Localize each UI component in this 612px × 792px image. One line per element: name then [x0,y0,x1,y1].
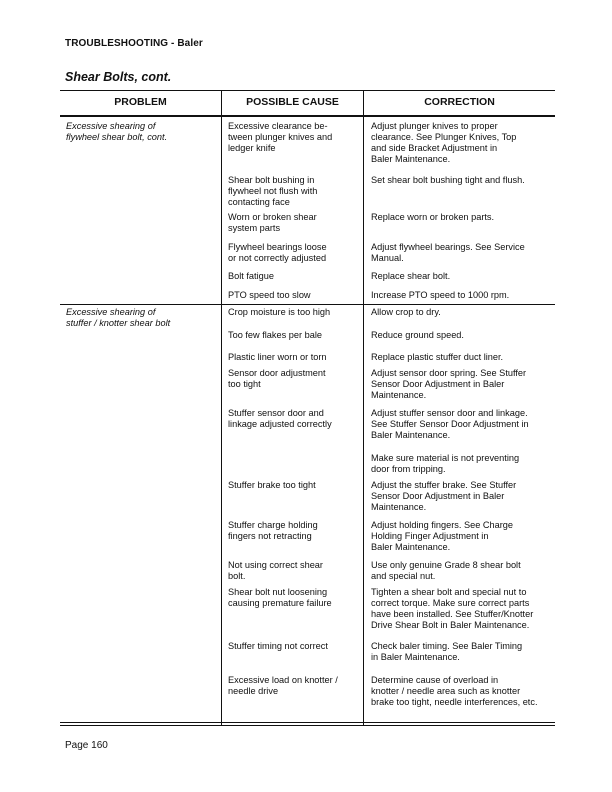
correction-cell-line: Determine cause of overload in [371,675,499,685]
correction-cell [371,330,464,341]
problem-cell [66,307,170,329]
correction-cell [371,352,503,363]
cause-cell-line: Worn or broken shear [228,212,317,222]
column-header-cause: POSSIBLE CAUSE [246,96,339,108]
cause-cell-line: linkage adjusted correctly [228,419,332,429]
correction-cell-line: Maintenance. [371,502,427,512]
correction-cell-line: See Stuffer Sensor Door Adjustment in [371,419,529,429]
correction-cell-line: clearance. See Plunger Knives, Top [371,132,517,142]
correction-cell-line: Adjust holding fingers. See Charge [371,520,513,530]
correction-cell-line: Adjust plunger knives to proper [371,121,498,131]
cause-cell-line: causing premature failure [228,598,332,608]
correction-cell-line: Tighten a shear bolt and special nut to [371,587,527,597]
cause-cell-line: needle drive [228,686,279,696]
correction-cell-line: Replace plastic stuffer duct liner. [371,352,504,362]
correction-cell-line: correct torque. Make sure correct parts [371,598,530,608]
cause-cell [228,212,317,234]
correction-cell-line: Increase PTO speed to 1000 rpm. [371,290,510,300]
correction-cell-line: Adjust sensor door spring. See Stuffer [371,368,527,378]
cause-cell-line: tween plunger knives and [228,132,333,142]
problem-cell-line: flywheel shear bolt, cont. [66,132,168,142]
cause-cell-line: bolt. [228,571,246,581]
cause-cell-line: Flywheel bearings loose [228,242,327,252]
table-top-rule [60,90,555,91]
correction-cell-line: Adjust stuffer sensor door and linkage. [371,408,528,418]
correction-cell [371,368,526,401]
cause-cell-line: flywheel not flush with [228,186,318,196]
cause-cell [228,480,316,491]
correction-cell-line: Replace worn or broken parts. [371,212,495,222]
table-header-rule [60,115,555,117]
cause-cell-line: Sensor door adjustment [228,368,326,378]
correction-cell-line: Make sure material is not preventing [371,453,520,463]
correction-cell-line: Adjust flywheel bearings. See Service [371,242,525,252]
correction-cell-line: Holding Finger Adjustment in [371,531,489,541]
cause-cell-line: system parts [228,223,281,233]
cause-cell [228,271,274,282]
row-separator [222,304,555,305]
correction-cell-line: Replace shear bolt. [371,271,451,281]
correction-cell-line: Check baler timing. See Baler Timing [371,641,523,651]
section-title: Shear Bolts, cont. [65,70,172,84]
correction-cell [371,175,525,186]
table-bottom-rule [60,722,555,723]
correction-cell-line: and side Bracket Adjustment in [371,143,498,153]
cause-cell-line: fingers not retracting [228,531,312,541]
correction-cell-line: Maintenance. [371,390,427,400]
correction-cell-line: Sensor Door Adjustment in Baler [371,379,505,389]
cause-cell [228,675,338,697]
correction-cell-line: Manual. [371,253,404,263]
correction-cell-line: Sensor Door Adjustment in Baler [371,491,505,501]
correction-cell [371,212,494,223]
table-bottom-rule-double [60,725,555,726]
cause-cell-line: Crop moisture is too high [228,307,331,317]
problem-cell [66,121,167,143]
correction-cell [371,271,450,282]
cause-cell [228,242,327,264]
correction-cell [371,290,509,301]
correction-cell-line: Reduce ground speed. [371,330,464,340]
correction-cell [371,121,516,165]
cause-cell-line: Shear bolt bushing in [228,175,315,185]
cause-cell-line: Stuffer charge holding [228,520,318,530]
cause-cell-line: Plastic liner worn or torn [228,352,327,362]
cause-cell-line: or not correctly adjusted [228,253,327,263]
correction-cell [371,587,533,631]
cause-cell [228,641,328,652]
correction-cell-line: Use only genuine Grade 8 shear bolt [371,560,521,570]
cause-cell [228,352,327,363]
correction-cell [371,480,516,513]
correction-cell-line: Baler Maintenance. [371,542,451,552]
cause-cell-line: Excessive load on knotter / [228,675,338,685]
correction-cell-line: knotter / needle area such as knotter [371,686,521,696]
cause-cell-line: Shear bolt nut loosening [228,587,328,597]
cause-cell-line: Bolt fatigue [228,271,274,281]
correction-cell [371,408,529,441]
cause-cell-line: Excessive clearance be- [228,121,328,131]
correction-cell [371,675,538,708]
cause-cell [228,520,318,542]
cause-cell [228,368,326,390]
cause-cell-line: PTO speed too slow [228,290,311,300]
cause-cell-line: Too few flakes per bale [228,330,322,340]
column-header-correction: CORRECTION [424,96,495,108]
correction-cell-line: Allow crop to dry. [371,307,441,317]
cause-cell [228,290,311,301]
correction-cell [371,307,441,318]
correction-cell-line: brake too tight, needle interferences, etc. [371,697,538,707]
correction-cell [371,242,525,264]
cause-cell [228,330,322,341]
troubleshooting-table [60,90,555,725]
cause-cell [228,408,332,430]
cause-cell [228,175,317,208]
correction-cell-line: and special nut. [371,571,436,581]
problem-cell-line: Excessive shearing of [66,307,156,317]
correction-cell-line: Baler Maintenance. [371,154,451,164]
cause-cell [228,587,332,609]
correction-cell [371,641,522,663]
correction-cell-line: have been installed. See Stuffer/Knotter [371,609,534,619]
correction-cell-line: Baler Maintenance. [371,430,451,440]
correction-cell-line: Adjust the stuffer brake. See Stuffer [371,480,517,490]
correction-cell-line: Drive Shear Bolt in Baler Maintenance. [371,620,530,630]
page-number: Page 160 [65,740,108,751]
cause-cell-line: Stuffer timing not correct [228,641,328,651]
correction-cell-line: door from tripping. [371,464,446,474]
header-title: TROUBLESHOOTING - Baler [65,38,203,49]
correction-cell-line: Set shear bolt bushing tight and flush. [371,175,525,185]
correction-cell [371,520,513,553]
cause-cell-line: ledger knife [228,143,276,153]
column-divider-2 [363,90,364,725]
problem-cell-line: stuffer / knotter shear bolt [66,318,171,328]
problem-cell-line: Excessive shearing of [66,121,156,131]
cause-cell [228,121,332,154]
cause-cell-line: Not using correct shear [228,560,323,570]
column-header-problem: PROBLEM [114,96,167,108]
correction-cell [371,453,519,475]
cause-cell [228,307,330,318]
cause-cell-line: contacting face [228,197,290,207]
cause-cell-line: Stuffer brake too tight [228,480,316,490]
column-divider-1 [221,90,222,725]
correction-cell [371,560,521,582]
cause-cell-line: Stuffer sensor door and [228,408,324,418]
cause-cell [228,560,323,582]
cause-cell-line: too tight [228,379,261,389]
correction-cell-line: in Baler Maintenance. [371,652,460,662]
problem-separator [60,304,221,305]
